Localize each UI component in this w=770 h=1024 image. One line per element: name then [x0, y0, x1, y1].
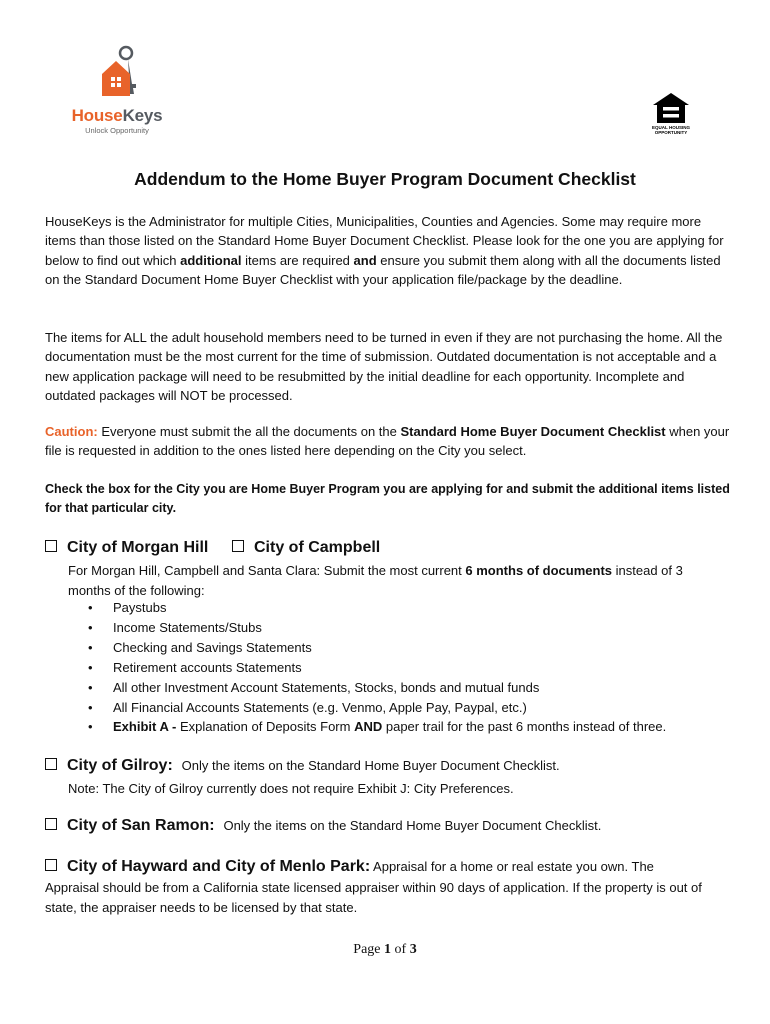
- page-footer: [0, 942, 770, 958]
- san-ramon-option[interactable]: [45, 817, 601, 835]
- page-title: Addendum to the Home Buyer Program Document Checklist: [134, 169, 636, 189]
- gilroy-option[interactable]: [45, 757, 560, 775]
- list-item: • All other Investment Account Statements, Stocks, bonds and mutual funds: [88, 678, 666, 698]
- intro-middle: items are required: [241, 252, 354, 268]
- caution-end: when your file is requested in addition to the ones listed here depending on the City you select.: [45, 424, 730, 459]
- household-paragraph: The items for ALL the adult household members need to be turned in even if they are not purchasing the home. All the documentation must be the most current for the time of submission. Outdated documentation is not acceptable and a new application package will need to be resubmitted by the initial deadline for each opportunity. Incomplete and outdated packages will NOT be processed.: [45, 330, 723, 403]
- logo-wordmark: [62, 106, 172, 126]
- exhibit-a-label: Exhibit A -: [113, 719, 180, 735]
- document-list: [88, 598, 666, 737]
- equal-housing-logo: [651, 91, 691, 135]
- intro-additional: additional: [180, 252, 242, 268]
- hayward-menlo-option[interactable]: [45, 858, 654, 876]
- caution-paragraph: [45, 422, 735, 461]
- list-item: • All Financial Accounts Statements (e.g. Venmo, Apple Pay, Paypal, etc.): [88, 698, 666, 718]
- campbell-checkbox[interactable]: [232, 540, 244, 552]
- page-total: 3: [409, 942, 417, 957]
- housekeys-logo: [62, 44, 172, 136]
- san-ramon-label: City of San Ramon:: [67, 817, 215, 834]
- logo-keys: Keys: [122, 106, 163, 125]
- appraisal-paragraph: Appraisal should be from a California state licensed appraiser within 90 days of application. If the property is out of state, the appraiser needs to be licensed by that state.: [45, 880, 702, 915]
- instruction-paragraph: Check the box for the City you are Home Buyer Program you are applying for and submit the additional items listed for that particular city.: [45, 482, 730, 516]
- caution-label: Caution:: [45, 424, 98, 439]
- intro-and: and: [353, 252, 377, 268]
- exhibit-a-end: paper trail for the past 6 months instead of three.: [382, 719, 667, 735]
- hayward-description: Appraisal for a home or real estate you own. The: [370, 859, 654, 874]
- morgan-hill-label: City of Morgan Hill: [67, 539, 209, 556]
- gilroy-checkbox[interactable]: [45, 758, 57, 770]
- exhibit-a-text: Explanation of Deposits Form: [179, 719, 355, 735]
- list-item: • Income Statements/Stubs: [88, 618, 666, 638]
- campbell-label: City of Campbell: [254, 539, 381, 556]
- intro-paragraph: [45, 212, 735, 289]
- logo-tagline: Unlock Opportunity: [85, 126, 149, 135]
- hayward-menlo-label: City of Hayward and City of Menlo Park:: [67, 858, 371, 875]
- san-ramon-description: Only the items on the Standard Home Buyer Document Checklist.: [223, 818, 602, 833]
- caution-checklist-name: Standard Home Buyer Document Checklist: [400, 424, 666, 439]
- list-item: • Checking and Savings Statements: [88, 638, 666, 658]
- group1-description: [68, 561, 728, 600]
- gilroy-label: City of Gilroy:: [67, 757, 173, 774]
- list-item: • Paystubs: [88, 598, 666, 618]
- campbell-option[interactable]: [232, 539, 380, 557]
- of-label: of: [391, 942, 410, 957]
- exhibit-a-and: AND: [354, 719, 383, 735]
- house-key-icon: [84, 44, 154, 106]
- morgan-hill-checkbox[interactable]: [45, 540, 57, 552]
- gilroy-note: Note: The City of Gilroy currently does not require Exhibit J: City Preferences.: [68, 781, 514, 796]
- group1-text-a: For Morgan Hill, Campbell and Santa Clara: Submit the most current: [68, 563, 466, 578]
- list-item-exhibit-a: [88, 717, 666, 737]
- page-number: 1: [384, 942, 392, 957]
- hayward-menlo-checkbox[interactable]: [45, 859, 57, 871]
- equal-housing-opportunity-icon: [651, 91, 691, 125]
- eho-caption: EQUAL HOUSING OPPORTUNITY: [652, 125, 690, 135]
- group1-text-b: 6 months of documents: [465, 563, 613, 578]
- intro-end: ensure you submit them along with all the documents listed on the Standard Document Home Buyer Checklist with your application file/package by the deadline.: [45, 252, 721, 287]
- gilroy-description: Only the items on the Standard Home Buyer Document Checklist.: [181, 758, 560, 773]
- list-item: • Retirement accounts Statements: [88, 658, 666, 678]
- caution-text: Everyone must submit the all the documents on the: [97, 424, 401, 439]
- san-ramon-checkbox[interactable]: [45, 818, 57, 830]
- morgan-hill-option[interactable]: [45, 539, 208, 557]
- intro-text: HouseKeys is the Administrator for multiple Cities, Municipalities, Counties and Agencies. Some may require more items than those listed on the Standard Home Buyer Document Checklist. Please look for the one you are applying for below to find out which: [45, 214, 724, 268]
- group1-text-c: instead of 3 months of the following:: [68, 563, 683, 598]
- page-label: Page: [353, 942, 385, 957]
- logo-house: House: [71, 106, 123, 125]
